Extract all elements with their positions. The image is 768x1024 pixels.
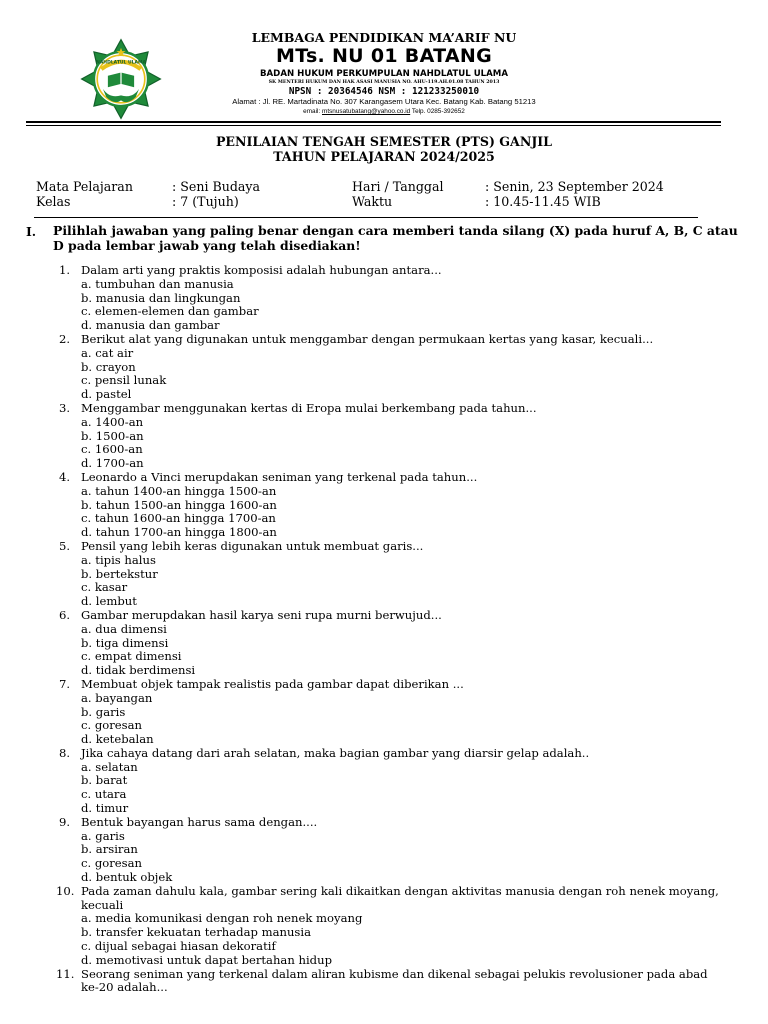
answer-option: b. arsiran: [81, 842, 138, 857]
letterhead-divider-thin: [26, 125, 721, 126]
info-divider: [34, 217, 698, 218]
question-text: Berikut alat yang digunakan untuk menggambar dengan permukaan kertas yang kasar, kecuali...: [81, 331, 654, 346]
question-text: Pensil yang lebih keras digunakan untuk membuat garis...: [81, 538, 424, 553]
question-text: Gambar merupdakan hasil karya seni rupa murni berwujud...: [81, 607, 442, 622]
question-number: 10.: [56, 883, 75, 898]
answer-option: c. empat dimensi: [81, 649, 182, 664]
answer-option: a. tahun 1400-an hingga 1500-an: [81, 483, 277, 498]
question-text: Dalam arti yang praktis komposisi adalah hubungan antara...: [81, 263, 442, 277]
answer-option: a. tipis halus: [81, 552, 156, 567]
question-item: [0, 264, 768, 333]
answer-option: b. crayon: [81, 359, 136, 374]
answer-option: c. goresan: [81, 718, 142, 733]
answer-option: a. bayangan: [81, 690, 153, 705]
answer-option: b. tahun 1500-an hingga 1600-an: [81, 497, 277, 512]
answer-option: b. garis: [81, 704, 126, 719]
answer-option: b. transfer kekuatan terhadap manusia: [81, 925, 312, 940]
answer-option: a. selatan: [81, 759, 138, 774]
question-number: 3.: [58, 400, 70, 415]
question-item: [0, 885, 768, 968]
answer-option: c. utara: [81, 787, 127, 802]
info-labels-left: [36, 179, 133, 209]
answer-option: d. timur: [81, 801, 129, 816]
answer-option: d. bentuk objek: [81, 870, 173, 885]
section-number: I.: [26, 224, 37, 239]
question-item: [0, 540, 768, 609]
answer-option: c. elemen-elemen dan gambar: [81, 304, 259, 319]
school-name: MTs. NU 01 BATANG: [276, 45, 492, 67]
answer-option: b. bertekstur: [81, 566, 158, 581]
answer-option: a. cat air: [81, 345, 134, 360]
school-logo-icon: [80, 38, 162, 120]
letterhead: [200, 30, 568, 116]
question-number: 9.: [58, 814, 70, 829]
answer-option: c. 1600-an: [81, 442, 143, 457]
question-item: [0, 747, 768, 816]
email-link[interactable]: mtsnusatubatang@yahoo.co.id: [322, 108, 411, 115]
info-labels-right: [352, 179, 444, 209]
answer-option: d. ketebalan: [81, 732, 154, 747]
answer-option: c. kasar: [81, 580, 128, 595]
question-text: Jika cahaya datang dari arah selatan, maka bagian gambar yang diarsir gelap adalah..: [81, 745, 590, 760]
letterhead-divider: [26, 121, 721, 123]
answer-option: d. lembut: [81, 594, 137, 609]
answer-option: c. tahun 1600-an hingga 1700-an: [81, 511, 276, 526]
legal-entity: BADAN HUKUM PERKUMPULAN NAHDLATUL ULAMA: [259, 69, 509, 79]
answer-option: b. 1500-an: [81, 428, 144, 443]
question-number: 2.: [58, 331, 70, 346]
answer-option: d. tidak berdimensi: [81, 663, 196, 678]
question-item: [0, 678, 768, 747]
answer-option: b. manusia dan lingkungan: [81, 290, 241, 305]
question-number: 4.: [58, 469, 70, 484]
question-number: 7.: [58, 676, 70, 691]
subject-value: : Seni Budaya: [172, 179, 261, 194]
info-values-left: [172, 179, 260, 209]
logo-text: NAHDLATUL ULAMA: [96, 60, 146, 66]
answer-option: d. 1700-an: [81, 456, 144, 471]
question-text: Menggambar menggunakan kertas di Eropa mulai berkembang pada tahun...: [81, 400, 537, 415]
question-text: Seorang seniman yang terkenal dalam aliran kubisme dan dikenal sebagai pelukis revolusioner pada abad ke-20 adalah...: [81, 966, 708, 995]
exam-title: [0, 134, 768, 164]
question-text: Pada zaman dahulu kala, gambar sering kali dikaitkan dengan aktivitas manusia dengan roh nenek moyang, kecuali: [81, 883, 719, 912]
time-value: : 10.45-11.45 WIB: [485, 194, 601, 209]
school-ids: NPSN : 20364546 NSM : 121233250010: [288, 86, 480, 97]
answer-option: d. memotivasi untuk dapat bertahan hidup: [81, 952, 332, 967]
info-values-right: [485, 179, 664, 209]
answer-option: c. dijual sebagai hiasan dekoratif: [81, 939, 276, 954]
email-prefix: email:: [303, 108, 321, 115]
subject-label: Mata Pelajaran: [36, 179, 133, 194]
organization-name: LEMBAGA PENDIDIKAN MA’ARIF NU: [251, 30, 517, 45]
question-list: [0, 264, 768, 995]
answer-option: d. tahun 1700-an hingga 1800-an: [81, 525, 277, 540]
phone-number: Telp. 0285-392652: [411, 108, 465, 115]
answer-option: a. tumbuhan dan manusia: [81, 276, 234, 291]
section-instruction: Pilihlah jawaban yang paling benar dengan cara memberi tanda silang (X) pada huruf A, B, C atau D pada lembar jawab yang telah disediakan!: [53, 223, 738, 253]
answer-option: c. goresan: [81, 856, 142, 871]
question-item: [0, 333, 768, 402]
answer-option: a. dua dimensi: [81, 621, 167, 636]
answer-option: c. pensil lunak: [81, 373, 167, 388]
question-text: Leonardo a Vinci merupdakan seniman yang terkenal pada tahun...: [81, 469, 478, 484]
date-value: : Senin, 23 September 2024: [485, 179, 664, 194]
answer-option: b. tiga dimensi: [81, 635, 169, 650]
question-item: [0, 816, 768, 885]
class-value: : 7 (Tujuh): [172, 194, 239, 209]
answer-option: a. 1400-an: [81, 414, 144, 429]
time-label: Waktu: [352, 194, 393, 209]
class-label: Kelas: [36, 194, 71, 209]
question-item: [0, 402, 768, 471]
question-number: 8.: [58, 745, 70, 760]
school-address: Alamat : Jl. RE. Martadinata No. 307 Karangasem Utara Kec. Batang Kab. Batang 51213: [232, 97, 536, 106]
answer-option: a. media komunikasi dengan roh nenek moyang: [81, 911, 363, 926]
question-number: 5.: [58, 538, 70, 553]
question-item: [0, 968, 768, 996]
question-number: 6.: [58, 607, 70, 622]
answer-option: a. garis: [81, 828, 125, 843]
school-contact: [200, 107, 568, 116]
question-item: [0, 609, 768, 678]
question-text: Bentuk bayangan harus sama dengan....: [81, 814, 318, 829]
question-text: Membuat objek tampak realistis pada gambar dapat diberikan ...: [81, 676, 464, 691]
exam-title-line2: TAHUN PELAJARAN 2024/2025: [273, 149, 495, 164]
question-number: 11.: [56, 966, 75, 981]
exam-title-line1: PENILAIAN TENGAH SEMESTER (PTS) GANJIL: [215, 134, 553, 149]
answer-option: d. pastel: [81, 387, 132, 402]
answer-option: d. manusia dan gambar: [81, 318, 220, 333]
date-label: Hari / Tanggal: [352, 179, 444, 194]
question-item: [0, 471, 768, 540]
decree-line: SK MENTERI HUKUM DAN HAK ASASI MANUSIA NO. AHU-119.AH.01.08 TAHUN 2013: [268, 80, 500, 85]
question-number: 1.: [58, 263, 70, 277]
answer-option: b. barat: [81, 773, 128, 788]
